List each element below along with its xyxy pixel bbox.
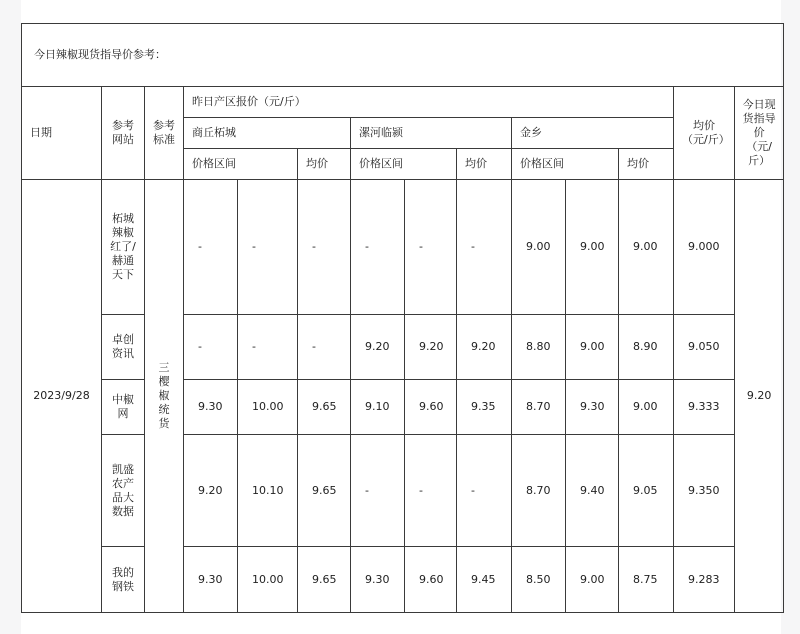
row-site: 中椒网	[102, 380, 145, 435]
row-site: 凯盛农产品大数据	[102, 435, 145, 547]
header-range-luohe: 价格区间	[351, 149, 457, 180]
cell-luohe-high: 9.20	[405, 315, 457, 380]
cell-luohe-low: -	[351, 180, 405, 315]
header-range-shangqiu: 价格区间	[184, 149, 298, 180]
chili-price-table	[21, 23, 784, 613]
today-price-value: 9.20	[735, 180, 784, 613]
cell-luohe-avg: 9.20	[457, 315, 512, 380]
cell-jinxiang-low: 8.80	[512, 315, 566, 380]
cell-shangqiu-low: 9.30	[184, 547, 238, 613]
cell-jinxiang-low: 8.50	[512, 547, 566, 613]
cell-overall-avg: 9.050	[674, 315, 735, 380]
row-site: 卓创资讯	[102, 315, 145, 380]
cell-shangqiu-avg: 9.65	[298, 380, 351, 435]
header-today-price: 今日现货指导价（元/斤）	[735, 87, 784, 180]
cell-jinxiang-high: 9.40	[566, 435, 619, 547]
header-range-jinxiang: 价格区间	[512, 149, 619, 180]
cell-luohe-avg: -	[457, 435, 512, 547]
cell-shangqiu-avg: -	[298, 315, 351, 380]
cell-shangqiu-low: -	[184, 315, 238, 380]
cell-jinxiang-low: 8.70	[512, 435, 566, 547]
cell-luohe-low: -	[351, 435, 405, 547]
cell-shangqiu-avg: 9.65	[298, 435, 351, 547]
row-standard: 三樱椒统货	[145, 180, 184, 613]
cell-luohe-high: 9.60	[405, 380, 457, 435]
row-site: 我的钢铁	[102, 547, 145, 613]
cell-shangqiu-high: 10.00	[238, 547, 298, 613]
cell-shangqiu-low: -	[184, 180, 238, 315]
cell-jinxiang-avg: 9.05	[619, 435, 674, 547]
table-row	[22, 380, 784, 435]
table-row	[22, 435, 784, 547]
cell-shangqiu-avg: 9.65	[298, 547, 351, 613]
header-avg-jinxiang: 均价	[619, 149, 674, 180]
cell-shangqiu-high: -	[238, 180, 298, 315]
header-avg-luohe: 均价	[457, 149, 512, 180]
cell-jinxiang-high: 9.30	[566, 380, 619, 435]
row-date: 2023/9/28	[22, 180, 102, 613]
cell-shangqiu-avg: -	[298, 180, 351, 315]
cell-luohe-avg: -	[457, 180, 512, 315]
table-caption: 今日辣椒现货指导价参考：	[22, 24, 784, 87]
cell-shangqiu-high: 10.00	[238, 380, 298, 435]
cell-luohe-low: 9.20	[351, 315, 405, 380]
cell-jinxiang-high: 9.00	[566, 315, 619, 380]
cell-luohe-high: -	[405, 435, 457, 547]
table-row	[22, 547, 784, 613]
header-region-shangqiu: 商丘柘城	[184, 118, 351, 149]
header-date: 日期	[22, 87, 102, 180]
row-site: 柘城辣椒红了/赫通天下	[102, 180, 145, 315]
cell-shangqiu-high: 10.10	[238, 435, 298, 547]
header-avg-shangqiu: 均价	[298, 149, 351, 180]
cell-jinxiang-avg: 8.75	[619, 547, 674, 613]
cell-jinxiang-high: 9.00	[566, 547, 619, 613]
header-overall-avg: 均价（元/斤）	[674, 87, 735, 180]
cell-overall-avg: 9.000	[674, 180, 735, 315]
cell-luohe-low: 9.30	[351, 547, 405, 613]
table-row	[22, 315, 784, 380]
cell-jinxiang-avg: 8.90	[619, 315, 674, 380]
cell-overall-avg: 9.333	[674, 380, 735, 435]
cell-shangqiu-low: 9.30	[184, 380, 238, 435]
cell-jinxiang-high: 9.00	[566, 180, 619, 315]
header-standard: 参考标准	[145, 87, 184, 180]
cell-luohe-high: -	[405, 180, 457, 315]
header-region-group: 昨日产区报价（元/斤）	[184, 87, 674, 118]
header-site: 参考网站	[102, 87, 145, 180]
cell-luohe-low: 9.10	[351, 380, 405, 435]
table-row	[22, 180, 784, 315]
header-region-luohe: 漯河临颍	[351, 118, 512, 149]
cell-jinxiang-low: 9.00	[512, 180, 566, 315]
cell-overall-avg: 9.283	[674, 547, 735, 613]
cell-jinxiang-avg: 9.00	[619, 380, 674, 435]
cell-luohe-high: 9.60	[405, 547, 457, 613]
cell-luohe-avg: 9.35	[457, 380, 512, 435]
cell-overall-avg: 9.350	[674, 435, 735, 547]
cell-shangqiu-low: 9.20	[184, 435, 238, 547]
cell-luohe-avg: 9.45	[457, 547, 512, 613]
cell-shangqiu-high: -	[238, 315, 298, 380]
cell-jinxiang-avg: 9.00	[619, 180, 674, 315]
header-region-jinxiang: 金乡	[512, 118, 674, 149]
cell-jinxiang-low: 8.70	[512, 380, 566, 435]
